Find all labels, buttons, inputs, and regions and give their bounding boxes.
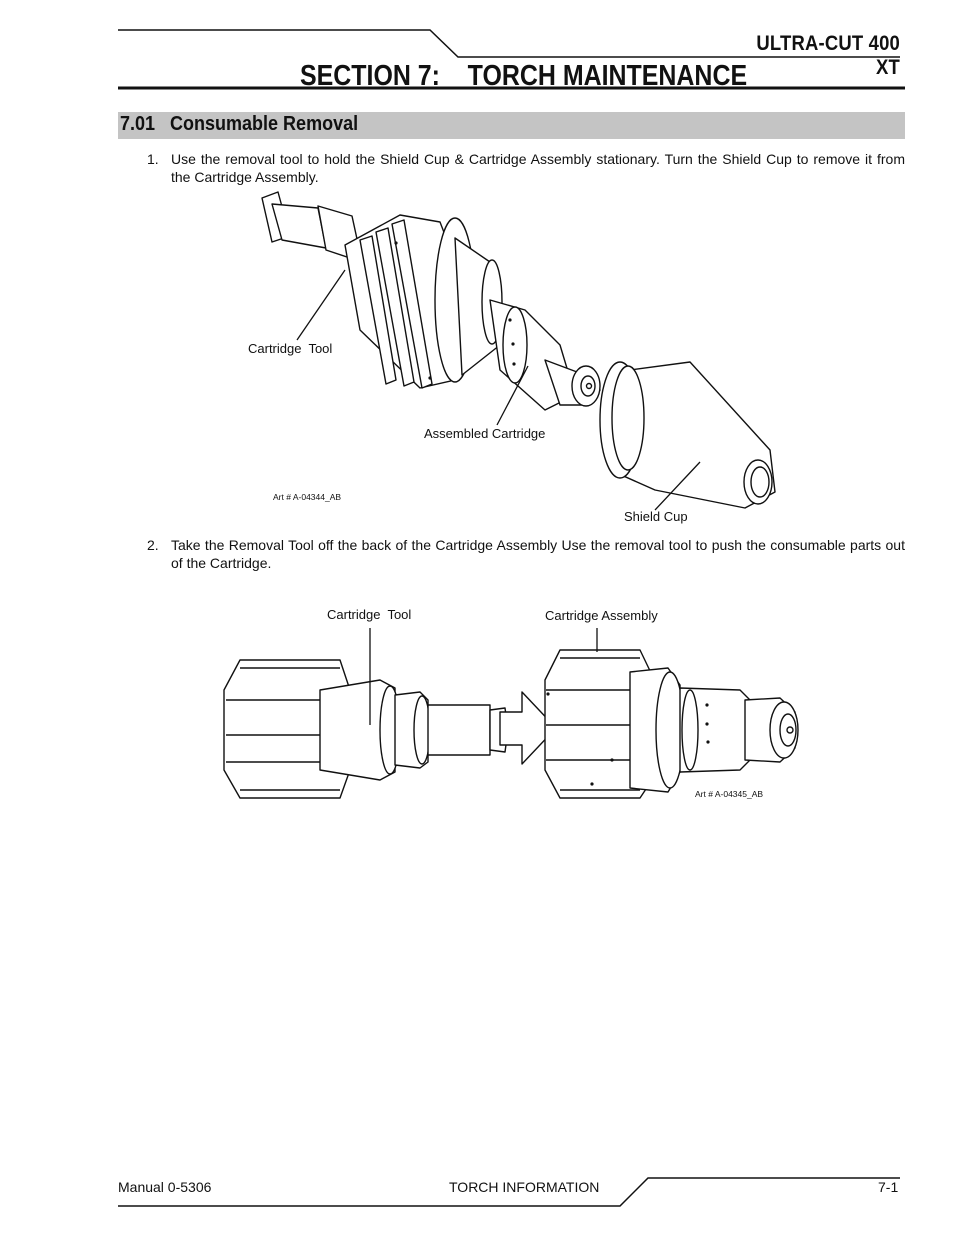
label-cartridge-assembly: Cartridge Assembly [545, 608, 658, 623]
subsection-title: 7.01 Consumable Removal [120, 113, 359, 135]
art-number: Art # A-04344_AB [273, 492, 342, 502]
label-cartridge-tool-2: Cartridge Tool [327, 607, 412, 622]
step-1 [147, 150, 907, 190]
product-name: ULTRA-CUT 400 XT [756, 32, 900, 79]
step-text: Use the removal tool to hold the Shield Cup & Cartridge Assembly stationary. Turn the Shield Cup to remove it from the Cartridge Assembly. [171, 151, 905, 185]
section-title: SECTION 7: TORCH MAINTENANCE [300, 60, 748, 92]
footer-center: TORCH INFORMATION [449, 1179, 600, 1195]
label-assembled-cartridge: Assembled Cartridge [424, 426, 546, 441]
step-number: 1. [147, 151, 159, 167]
subsection-heading [118, 112, 905, 139]
figure-2-drawing [220, 600, 810, 800]
step-number: 2. [147, 537, 159, 553]
label-cartridge-tool: Cartridge Tool [248, 341, 333, 356]
footer-page-number: 7-1 [878, 1179, 899, 1195]
footer-manual: Manual 0-5306 [118, 1179, 212, 1195]
art-number-2: Art # A-04345_AB [695, 789, 764, 799]
step-text: Take the Removal Tool off the back of the Cartridge Assembly Use the removal tool to push the consumable parts out of the Cartridge. [171, 537, 905, 571]
label-shield-cup: Shield Cup [624, 509, 688, 524]
step-2 [147, 536, 907, 576]
